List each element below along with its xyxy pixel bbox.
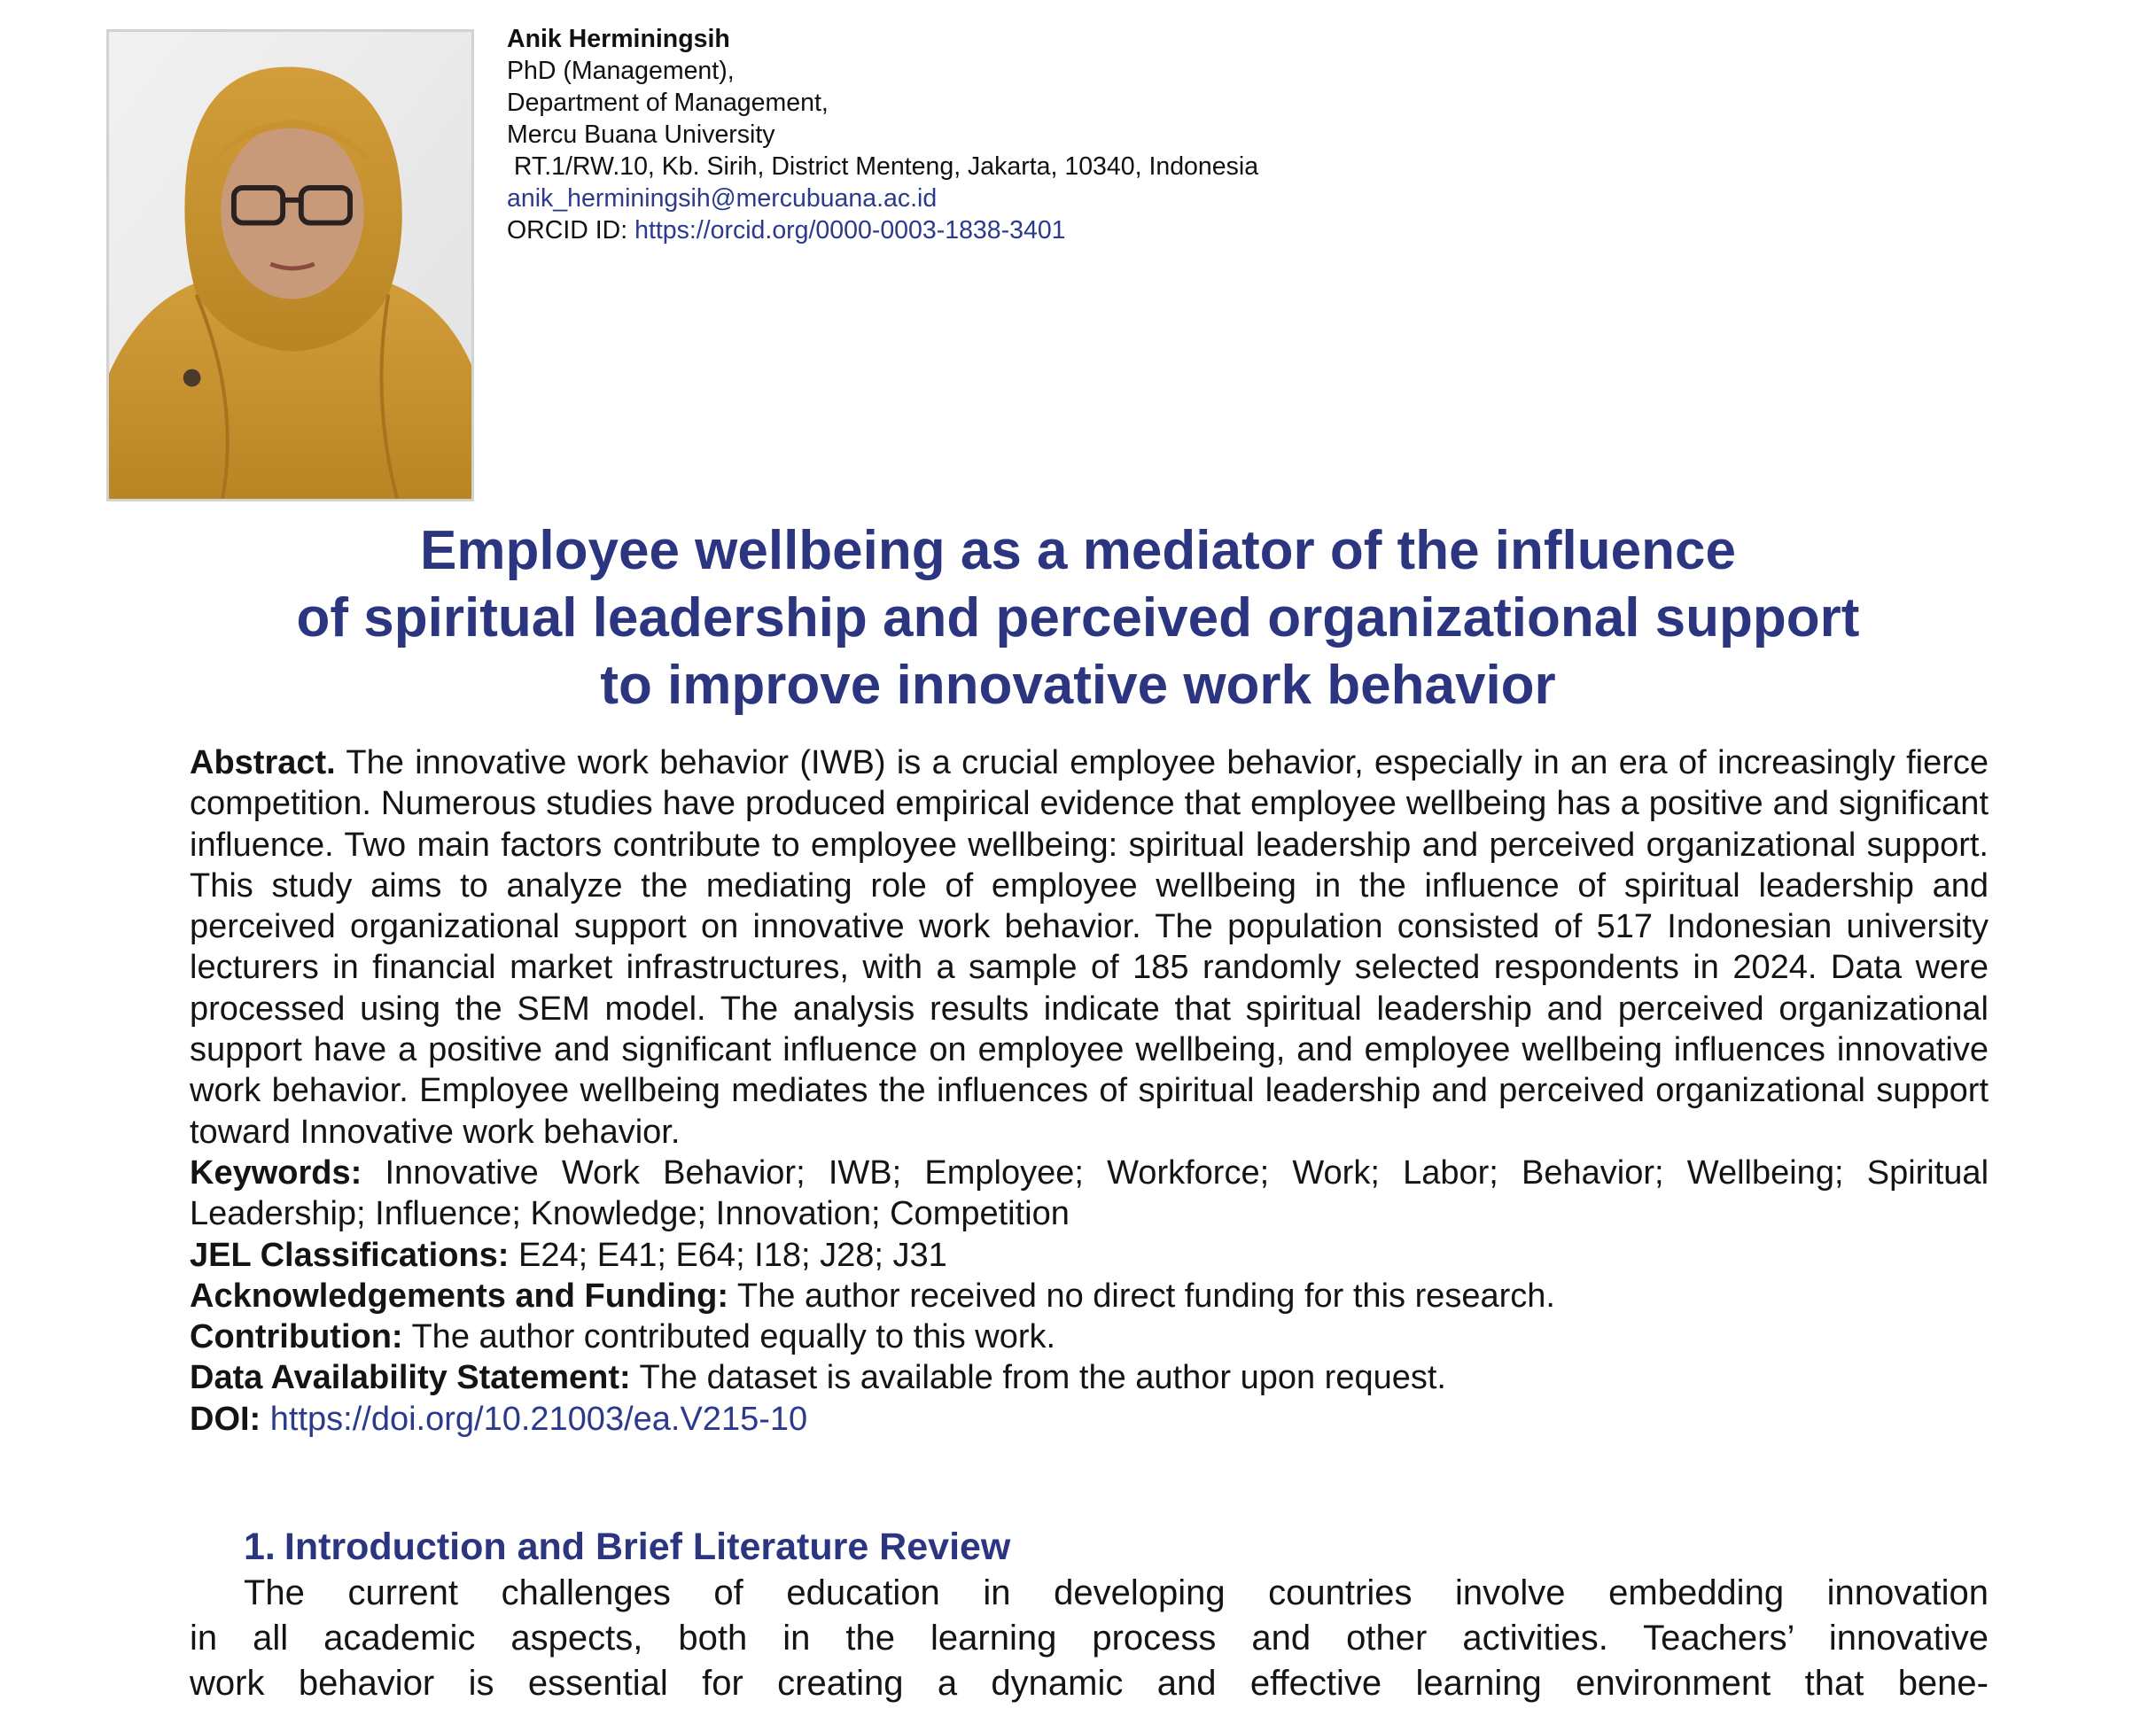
- author-email-link[interactable]: anik_herminingsih@mercubuana.ac.id: [507, 184, 938, 213]
- author-orcid: [507, 214, 1258, 246]
- author-degree: PhD (Management),: [507, 57, 735, 85]
- author-photo: [106, 29, 474, 501]
- orcid-label: ORCID ID:: [507, 216, 635, 245]
- author-info: [507, 23, 1258, 246]
- doi-label: DOI:: [190, 1400, 261, 1438]
- doi-paragraph: [190, 1399, 1989, 1440]
- keywords-paragraph: [190, 1153, 1989, 1235]
- contribution-label: Contribution:: [190, 1318, 403, 1356]
- keywords-label: Keywords:: [190, 1153, 362, 1192]
- jel-text: E24; E41; E64; I18; J28; J31: [518, 1236, 947, 1274]
- jel-label: JEL Classifications:: [190, 1236, 510, 1274]
- doi-link[interactable]: https://doi.org/10.21003/ea.V215-10: [269, 1400, 808, 1438]
- funding-text: The author received no direct funding for this research.: [736, 1277, 1555, 1315]
- jel-paragraph: [190, 1235, 1989, 1276]
- author-name: Anik Herminingsih: [507, 25, 730, 53]
- author-university: Mercu Buana University: [507, 120, 775, 149]
- contribution-text: The author contributed equally to this work.: [411, 1318, 1056, 1356]
- abstract-block: [190, 742, 1989, 1440]
- data-availability-text: The dataset is available from the author upon request.: [639, 1359, 1446, 1397]
- abstract-paragraph: [190, 742, 1989, 1153]
- author-address: RT.1/RW.10, Kb. Sirih, District Menteng, Jakarta, 10340, Indonesia: [507, 152, 1259, 181]
- author-department: Department of Management,: [507, 89, 829, 117]
- intro-line: in all academic aspects, both in the learning process and other activities. Teachers’ innovative: [190, 1619, 1989, 1658]
- data-availability-label: Data Availability Statement:: [190, 1359, 631, 1397]
- title-line: to improve innovative work behavior: [600, 655, 1556, 716]
- funding-paragraph: [190, 1276, 1989, 1316]
- section-heading: [244, 1524, 1010, 1570]
- intro-paragraph: [190, 1571, 1989, 1706]
- intro-line: work behavior is essential for creating a dynamic and effective learning environment that bene-: [190, 1664, 1989, 1703]
- keywords-text: Innovative Work Behavior; IWB; Employee; Workforce; Work; Labor; Behavior; Wellbeing; Spiritual Leadership; Influence; Knowledge; Innovation; Competition: [190, 1153, 1989, 1233]
- data-availability-paragraph: [190, 1357, 1989, 1398]
- paper-title: [0, 517, 2156, 719]
- orcid-link[interactable]: https://orcid.org/0000-0003-1838-3401: [634, 216, 1066, 245]
- contribution-paragraph: [190, 1316, 1989, 1357]
- title-line: Employee wellbeing as a mediator of the influence: [420, 520, 1736, 581]
- section-number: 1.: [244, 1526, 276, 1568]
- section-title-text: Introduction and Brief Literature Review: [284, 1526, 1011, 1568]
- author-portrait-image: [109, 32, 471, 499]
- intro-line: The current challenges of education in developing countries involve embedding innovation: [244, 1573, 1989, 1612]
- abstract-label: Abstract.: [190, 744, 336, 781]
- funding-label: Acknowledgements and Funding:: [190, 1277, 729, 1315]
- abstract-text: The innovative work behavior (IWB) is a crucial employee behavior, especially in an era of increasingly fierce competition. Numerous studies have produced empirical evidence that employee wellbeing has a positive and significant influence. Two main factors contribute to employee wellbeing: spiritual leadership and perceived organizational support. This study aims to analyze the mediating role of employee wellbeing in the influence of spiritual leadership and perceived organizational support on innovative work behavior. The population consisted of 517 Indonesian university lecturers in financial market infrastructures, with a sample of 185 randomly selected respondents in 2024. Data were processed using the SEM model. The analysis results indicate that spiritual leadership and perceived organizational support have a positive and significant influence on employee wellbeing, and employee wellbeing influences innovative work behavior. Employee wellbeing mediates the influences of spiritual leadership and perceived organizational support toward Innovative work behavior.: [190, 744, 1989, 1151]
- title-line: of spiritual leadership and perceived organizational support: [296, 587, 1860, 648]
